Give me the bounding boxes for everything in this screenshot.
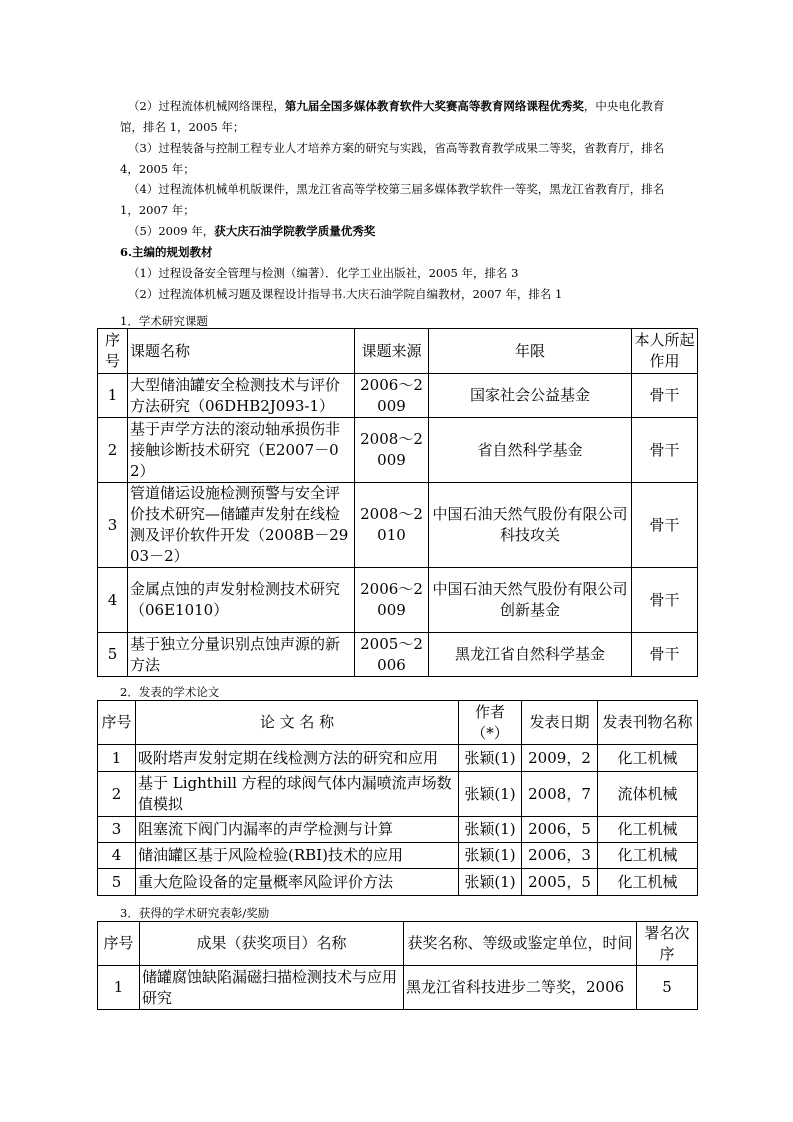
- header-cell: 获奖名称、等级或鉴定单位，时间: [404, 922, 637, 966]
- project-role: 骨干: [632, 568, 698, 633]
- paper-date: 2006，3: [522, 843, 598, 869]
- honor-title: 储罐腐蚀缺陷漏磁扫描检测技术与应用研究: [140, 966, 404, 1010]
- papers-caption: 2．发表的学术论文: [120, 685, 220, 699]
- papers-table: [97, 700, 698, 896]
- header-cell: 序号: [98, 922, 140, 966]
- project-source: 中国石油天然气股份有限公司科技攻关: [429, 483, 632, 568]
- textbook-item-2: （2）过程流体机械习题及课程设计指导书.大庆石油学院自编教材，2007 年，排名 1: [128, 287, 563, 301]
- award-item-3-line1: （3）过程装备与控制工程专业人才培养方案的研究与实践，省高等教育教学成果二等奖，省教育厅，排名: [128, 141, 665, 155]
- paper-date: 2006，5: [522, 817, 598, 843]
- row-number: 5: [98, 869, 136, 896]
- paper-title: 基于 Lighthill 方程的球阀气体内漏喷流声场数值模拟: [136, 772, 459, 817]
- honors-caption: 3．获得的学术研究表彰/奖励: [120, 906, 270, 920]
- project-title: 金属点蚀的声发射检测技术研究（06E1010）: [128, 568, 355, 633]
- award-item-2-line1: （2）过程流体机械网络课程，第九届全国多媒体教育软件大奖赛高等教育网络课程优秀奖，中央电化教育: [128, 99, 665, 113]
- award-item-2-line2: 馆，排名 1，2005 年；: [120, 120, 245, 134]
- papers-header-row: [98, 701, 698, 745]
- paper-journal: 流体机械: [598, 772, 698, 817]
- paper-author: 张颖(1): [459, 772, 522, 817]
- award-item-3-line2: 4，2005 年；: [120, 162, 195, 176]
- award-item-4-line2: 1，2007 年；: [120, 203, 195, 217]
- table-row: [98, 745, 698, 772]
- project-period: 2006～2009: [355, 374, 429, 418]
- paper-journal: 化工机械: [598, 843, 698, 869]
- project-role: 骨干: [632, 483, 698, 568]
- table-row: [98, 633, 698, 677]
- award-item-4-line1: （4）过程流体机械单机版课件，黑龙江省高等学校第三届多媒体教学软件一等奖，黑龙江省教育厅，排名: [128, 182, 665, 196]
- research-header-row: [98, 329, 698, 374]
- project-source: 省自然科学基金: [429, 418, 632, 483]
- table-row: [98, 772, 698, 817]
- project-title: 基于独立分量识别点蚀声源的新方法: [128, 633, 355, 677]
- header-cell: 论 文 名 称: [136, 701, 459, 745]
- paper-author: 张颖(1): [459, 745, 522, 772]
- table-row: [98, 374, 698, 418]
- header-cell: 序号: [98, 329, 128, 374]
- project-role: 骨干: [632, 633, 698, 677]
- paper-date: 2008，7: [522, 772, 598, 817]
- row-number: 3: [98, 817, 136, 843]
- honors-table: [97, 921, 698, 1010]
- textbook-item-1: （1）过程设备安全管理与检测（编著）．化学工业出版社，2005 年，排名 3: [128, 266, 519, 280]
- paper-title: 储油罐区基于风险检验(RBI)技术的应用: [136, 843, 459, 869]
- row-number: 5: [98, 633, 128, 677]
- table-row: [98, 817, 698, 843]
- project-period: 2008～2010: [355, 483, 429, 568]
- paper-date: 2005，5: [522, 869, 598, 896]
- paper-title: 吸附塔声发射定期在线检测方法的研究和应用: [136, 745, 459, 772]
- project-period: 2008～2009: [355, 418, 429, 483]
- paper-author: 张颖(1): [459, 817, 522, 843]
- honor-order: 5: [637, 966, 698, 1010]
- paper-title: 阻塞流下阀门内漏率的声学检测与计算: [136, 817, 459, 843]
- header-cell: 年限: [429, 329, 632, 374]
- table-row: [98, 843, 698, 869]
- award-item-5: （5）2009 年，获大庆石油学院教学质量优秀奖: [128, 224, 376, 238]
- paper-date: 2009，2: [522, 745, 598, 772]
- row-number: 1: [98, 374, 128, 418]
- project-role: 骨干: [632, 374, 698, 418]
- row-number: 1: [98, 745, 136, 772]
- project-role: 骨干: [632, 418, 698, 483]
- research-caption: 1．学术研究课题: [120, 314, 208, 328]
- paper-author: 张颖(1): [459, 869, 522, 896]
- honor-award: 黑龙江省科技进步二等奖，2006: [404, 966, 637, 1010]
- project-source: 中国石油天然气股份有限公司创新基金: [429, 568, 632, 633]
- table-row: [98, 568, 698, 633]
- row-number: 4: [98, 843, 136, 869]
- header-cell: 本人所起作用: [632, 329, 698, 374]
- paper-journal: 化工机械: [598, 869, 698, 896]
- header-cell: 署名次序: [637, 922, 698, 966]
- row-number: 1: [98, 966, 140, 1010]
- header-cell: 发表刊物名称: [598, 701, 698, 745]
- table-row: [98, 418, 698, 483]
- row-number: 2: [98, 772, 136, 817]
- header-cell: 课题名称: [128, 329, 355, 374]
- project-title: 基于声学方法的滚动轴承损伤非接触诊断技术研究（E2007－02）: [128, 418, 355, 483]
- textbooks-heading: 6.主编的规划教材: [120, 245, 213, 259]
- research-table: [97, 328, 698, 677]
- paper-author: 张颖(1): [459, 843, 522, 869]
- honors-header-row: [98, 922, 698, 966]
- header-cell: 作者（*）: [459, 701, 522, 745]
- project-source: 国家社会公益基金: [429, 374, 632, 418]
- header-cell: 课题来源: [355, 329, 429, 374]
- header-cell: 成果（获奖项目）名称: [140, 922, 404, 966]
- header-cell: 发表日期: [522, 701, 598, 745]
- row-number: 3: [98, 483, 128, 568]
- header-cell: 序号: [98, 701, 136, 745]
- table-row: [98, 966, 698, 1010]
- project-source: 黑龙江省自然科学基金: [429, 633, 632, 677]
- table-row: [98, 483, 698, 568]
- paper-journal: 化工机械: [598, 817, 698, 843]
- row-number: 4: [98, 568, 128, 633]
- table-row: [98, 869, 698, 896]
- project-title: 管道储运设施检测预警与安全评价技术研究—储罐声发射在线检测及评价软件开发（2008B－2903－2）: [128, 483, 355, 568]
- paper-journal: 化工机械: [598, 745, 698, 772]
- paper-title: 重大危险设备的定量概率风险评价方法: [136, 869, 459, 896]
- project-title: 大型储油罐安全检测技术与评价方法研究（06DHB2J093-1）: [128, 374, 355, 418]
- project-period: 2005～2006: [355, 633, 429, 677]
- row-number: 2: [98, 418, 128, 483]
- project-period: 2006～2009: [355, 568, 429, 633]
